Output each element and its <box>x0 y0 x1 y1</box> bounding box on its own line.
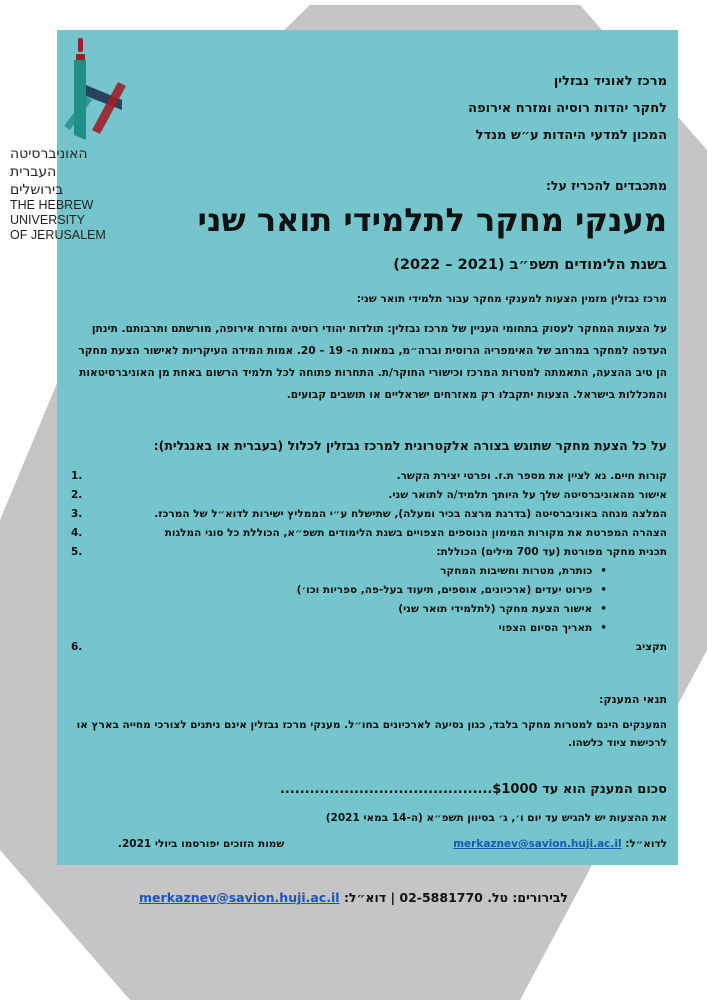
sub-list-item: • תאריך הסיום הצפוי <box>67 620 607 636</box>
sub-list-item: • כותרת, מטרות וחשיבות המחקר <box>67 563 607 579</box>
invite-line: מתכבדים להכריז על: <box>545 178 667 193</box>
university-he-line2: העברית <box>10 164 57 180</box>
footer-email-link[interactable]: merkaznev@savion.huji.ac.il <box>139 890 340 905</box>
conditions-text: המענקים הינם למטרות מחקר בלבד, כגון נסיעה לארכיונים בחו״ל. מענקי מרכז נבזלין אינם ניתנים לצורכי מחייה בארץ או לרכישת ציוד כלשהו. <box>76 719 667 749</box>
footer-contact <box>0 890 707 905</box>
logo-red-flame <box>78 38 83 52</box>
list-item: תכנית מחקר מפורטת (עד 700 מילים) הכוללת: 5. <box>71 546 667 558</box>
university-he-line3: בירושלים <box>10 182 64 198</box>
list-item: המלצה מנחה באוניברסיטה (בדרגת מרצה בכיר ומעלה), שתישלח ע״י הממליץ ישירות לדוא״ל של המרכז. 3. <box>71 508 667 520</box>
footer-label: לבירורים: טל. 02-5881770 | דוא״ל: <box>343 890 568 905</box>
university-he-line1: האוניברסיטה <box>10 146 88 162</box>
academic-year: בשנת הלימודים תשפ״ב (2021 – 2022) <box>393 257 667 273</box>
header-line3: המכון למדעי היהדות ע״ש מנדל <box>475 128 667 143</box>
university-en-line3: OF JERUSALEM <box>10 228 106 242</box>
grant-amount: סכום המענק הוא עד $1000........................................... <box>279 782 667 797</box>
center-header <box>267 68 667 149</box>
sub-list-item: • אישור הצעת מחקר (לתלמידי תואר שני) <box>67 601 607 617</box>
intro-text: מרכז נבזלין מזמין הצעות למענקי מחקר עבור תלמידי תואר שני: <box>356 293 667 305</box>
sub-list-item: • פירוט יעדים (ארכיונים, אוספים, תיעוד בעל-פה, ספריות וכו׳) <box>67 582 607 598</box>
submission-heading: על כל הצעת מחקר שתוגש בצורה אלקטרונית למרכז נבזלין לכלול (בעברית או באנגלית): <box>153 438 667 453</box>
university-en-line1: THE HEBREW <box>10 198 94 212</box>
winners-note: שמות הזוכים יפורסמו ביולי 2021. <box>118 838 285 850</box>
list-item: אישור מהאוניברסיטה שלך על היותך תלמיד/ה לתואר שני. 2. <box>71 489 667 501</box>
deadline-text: את ההצעות יש להגיש עד יום ו׳, ג׳ בסיוון תשפ״א (ה-14 במאי 2021) <box>325 812 667 824</box>
email-label: לדוא״ל: <box>625 838 667 850</box>
university-en-line2: UNIVERSITY <box>10 213 86 227</box>
page-title: מענקי מחקר לתלמידי תואר שני <box>197 201 667 239</box>
hebrew-university-logo <box>52 30 132 150</box>
conditions-heading: תנאי המענק: <box>599 693 667 706</box>
university-name-hebrew <box>10 145 125 199</box>
header-line2: לחקר יהדות רוסיה ומזרח אירופה <box>468 101 667 116</box>
requirements-list <box>67 468 667 658</box>
email-link[interactable]: merkaznev@savion.huji.ac.il <box>453 838 622 850</box>
header-line1: מרכז לאוניד נבזלין <box>553 74 667 89</box>
list-item: הצהרה המפרטת את מקורות המימון הנוספים הצפויים בשנת הלימודים תשפ״א, הכוללת כל סוגי המלגות 4. <box>71 527 667 539</box>
list-item: קורות חיים. נא לציין את מספר ת.ז. ופרטי יצירת הקשר. 1. <box>71 470 667 482</box>
description-paragraph: על הצעות המחקר לעסוק בתחומי העניין של מרכז נבזלין: תולדות יהודי רוסיה ומזרח אירופה, מורשתם ותרבותם. תינתן העדפה למחקר במרחב של האימפריה הרוסית וברה״מ, במאות ה- 19 – 20. אמות המידה העיקריות לאישור הצעת מחקר הן טיב ההצעה, התאמתה למטרות המרכז וכישורי החוקר/ת. התחרות פתוחה לכל תלמיד הרשום באחת מן האוניברסיטאות והמכללות בישראל. הצעות יתקבלו רק מאזרחים ישראליים או תושבים קבועים. <box>78 323 667 401</box>
list-item: תקציב 6. <box>71 641 667 653</box>
